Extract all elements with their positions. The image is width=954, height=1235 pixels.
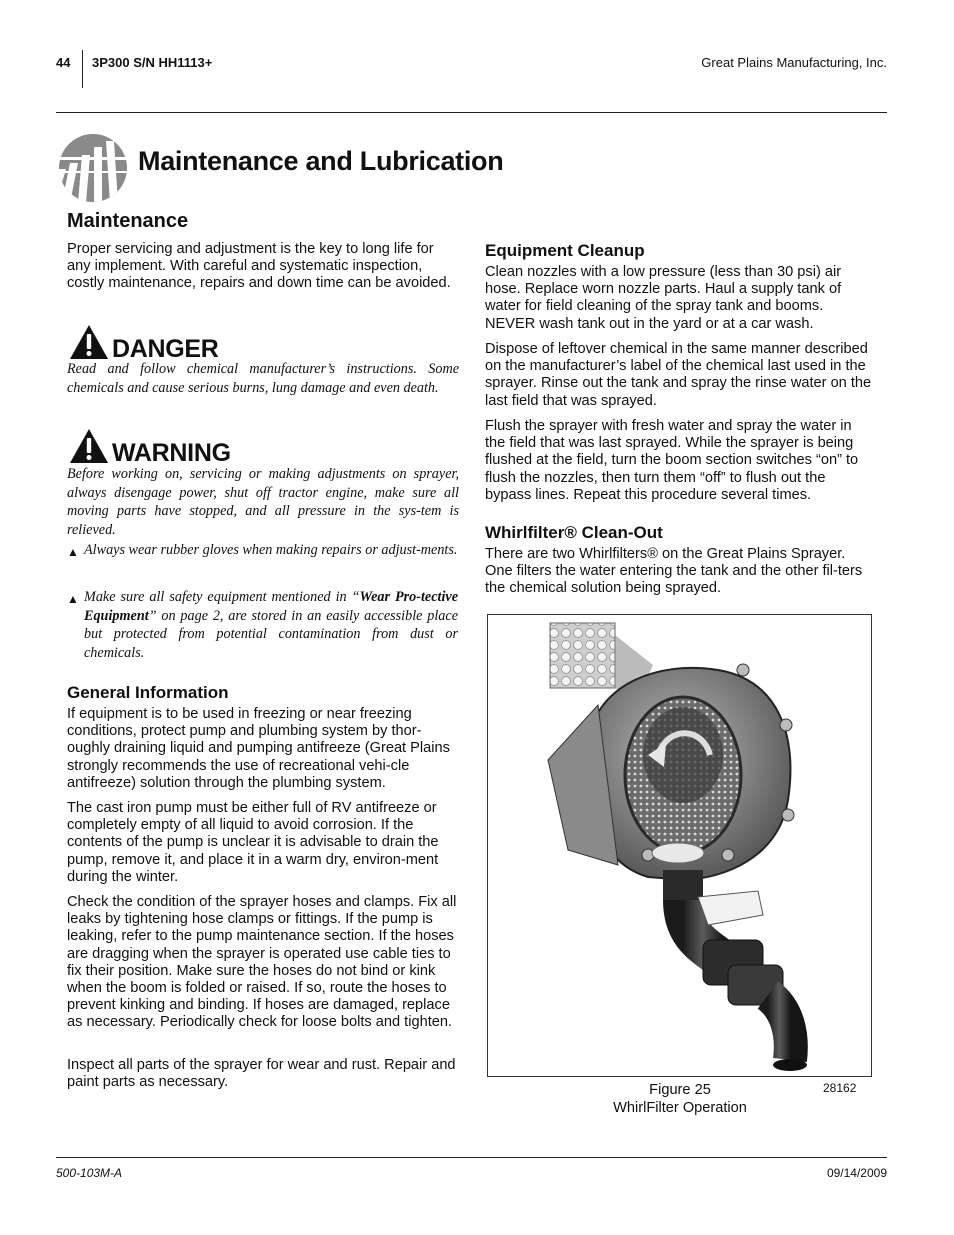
page-title: Maintenance and Lubrication <box>138 146 504 176</box>
header-divider <box>82 50 83 88</box>
general-info-heading: General Information <box>67 683 229 702</box>
cleanup-para-2: Dispose of leftover chemical in the same manner described on the manufacturer’s label of the chemical last used in the sprayer. Rinse out the tank and spray the rinse water on the last field that was sprayed. <box>485 341 872 409</box>
figure-label: Figure 25 <box>649 1082 711 1098</box>
bullet-safety-equipment <box>84 588 458 662</box>
general-para-2: The cast iron pump must be either full of RV antifreeze or completely empty of all liquid to avoid corrosion. If the contents of the pump is unclear it is advisable to drain the pump, remove it, and place it in a warm dry, environ-ment during the winter. <box>67 800 439 885</box>
warning-triangle-icon <box>69 324 109 360</box>
figure-caption <box>580 1082 780 1117</box>
cleanup-para-1: Clean nozzles with a low pressure (less than 30 psi) air hose. Replace worn nozzle parts. Haul a supply tank of water for field cleaning of the spray tank and booms. NEVER wash tank out in the yard or at a car wash. <box>485 264 842 332</box>
general-para-3: Check the condition of the sprayer hoses and clamps. Fix all leaks by tightening hose clamps or fittings. If the pump is leaking, refer to the pump maintenance section. If the hoses are dragging when the sprayer is operated use cable ties to fix their position. Make sure the hoses do not bind or kink when the boom is folded or raised. If so, route the hoses to prevent kinking and binding. If hoses are damaged, replace as necessary. Periodically check for loose bolts and tighten. <box>67 894 457 1031</box>
general-para-4: Inspect all parts of the sprayer for wear and rust. Repair and paint parts as necessary. <box>67 1057 456 1091</box>
maintenance-intro: Proper servicing and adjustment is the key to long life for any implement. With careful and systematic inspection, costly maintenance, repairs and down time can be avoided. <box>67 241 451 292</box>
warning-text: Before working on, servicing or making adjustments on sprayer, always disengage power, shut off tractor engine, make sure all moving parts have stopped, and all pressure in the sys-tem is relieved. <box>67 466 459 538</box>
danger-text: Read and follow chemical manufacturer’s instructions. Some chemicals and cause serious burns, lung damage and even death. <box>67 361 459 396</box>
figure-number: 28162 <box>823 1081 857 1095</box>
bullet-text-part: ” on page 2, are stored in an easily accessible place but protected from potential contamination from dust or chemicals. <box>84 607 458 661</box>
maintenance-heading: Maintenance <box>67 210 189 232</box>
triangle-bullet-icon: ▲ <box>67 592 79 606</box>
danger-label: DANGER <box>112 335 219 363</box>
footer-rule <box>56 1157 887 1158</box>
great-plains-logo <box>58 133 128 203</box>
company-name: Great Plains Manufacturing, Inc. <box>701 55 887 70</box>
general-para-1: If equipment is to be used in freezing or near freezing conditions, protect pump and plumbing system by thor-oughly draining liquid and pumping antifreeze (Great Plains strongly recommends the use of recreational vehi-cle antifreeze) solution through the plumbing system. <box>67 706 450 791</box>
bullet-text-part: Make sure all safety equipment mentioned in “ <box>84 589 360 605</box>
bullet-gloves: Always wear rubber gloves when making repairs or adjust-ments. <box>84 542 458 558</box>
whirlfilter-heading: Whirlfilter® Clean-Out <box>485 523 663 542</box>
wear-protective-equipment-ref: Wear Pro-tective Equipment <box>84 589 458 624</box>
header-rule <box>56 112 887 113</box>
triangle-bullet-icon: ▲ <box>67 545 79 559</box>
warning-label: WARNING <box>112 439 231 467</box>
figure-frame <box>487 614 872 1077</box>
page-number: 44 <box>56 55 71 70</box>
cleanup-para-3: Flush the sprayer with fresh water and spray the water in the field that was last sprayed. While the sprayer is being flushed at the field, turn the boom section switches “on” to flush the nozzles, then turn them “off” to flush out the bypass lines. Repeat this procedure several times. <box>485 418 859 503</box>
document-date: 09/14/2009 <box>826 1166 887 1180</box>
model-label: 3P300 S/N HH1113+ <box>92 55 213 70</box>
document-id: 500-103M-A <box>56 1166 123 1180</box>
whirlfilter-para: There are two Whirlfilters® on the Great Plains Sprayer. One filters the water entering the tank and the other fil-ters the chemical solution being sprayed. <box>485 546 863 597</box>
cleanup-heading: Equipment Cleanup <box>485 241 645 260</box>
warning-triangle-icon <box>69 428 109 464</box>
figure-title: WhirlFilter Operation <box>613 1099 747 1116</box>
whirlfilter-illustration <box>488 615 872 1077</box>
